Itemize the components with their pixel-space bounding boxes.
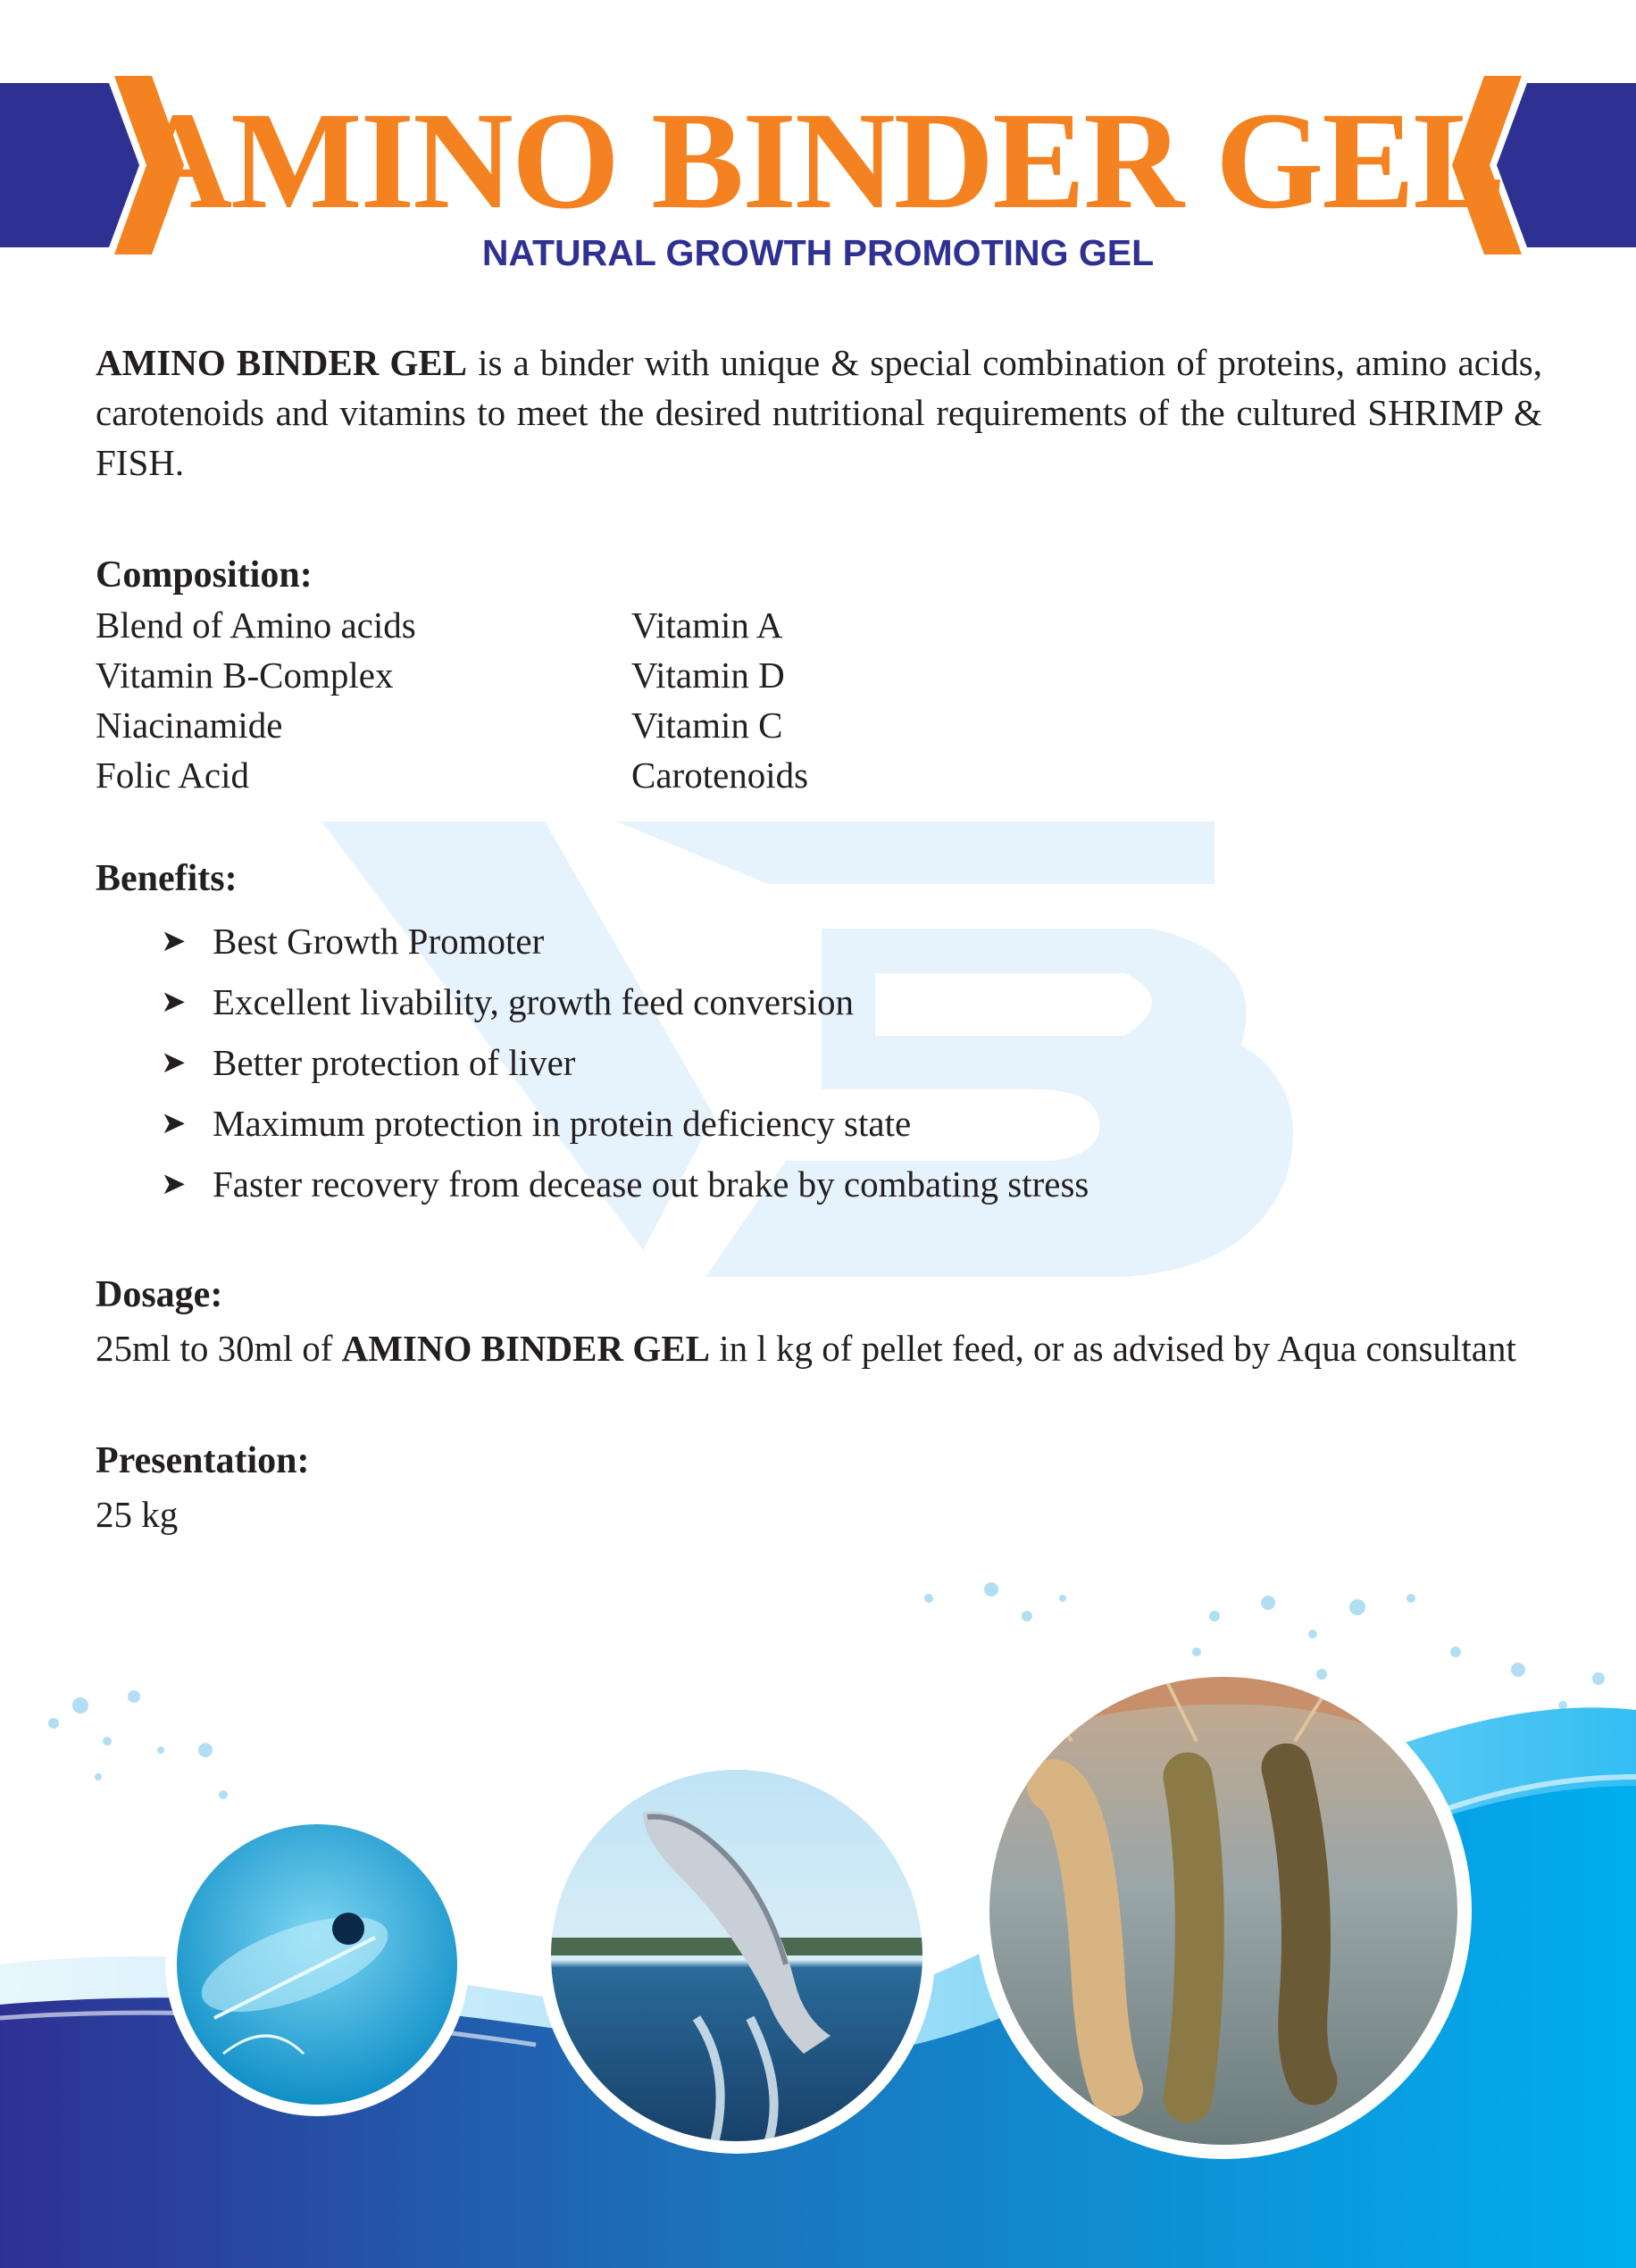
arrowhead-bullet-icon: ➤ <box>161 1166 187 1202</box>
composition-item: Vitamin A <box>631 605 783 646</box>
bottom-water-banner <box>0 1518 1636 2268</box>
benefit-text: Maximum protection in protein deficiency state <box>213 1103 912 1144</box>
composition-item: Vitamin C <box>631 705 783 746</box>
dosage-product-name: AMINO BINDER GEL <box>341 1328 710 1369</box>
intro-text: is a binder with unique & special combination of proteins, amino acids, carotenoids and vitamins to meet the desired nutritional requirements of the cultured SHRIMP & FISH. <box>96 342 1543 483</box>
dosage-text <box>96 1323 1542 1373</box>
composition-item: Blend of Amino acids <box>96 605 416 646</box>
list-item <box>161 971 1542 1032</box>
arrowhead-bullet-icon: ➤ <box>161 923 187 959</box>
intro-paragraph <box>96 338 1542 488</box>
benefits-heading: Benefits: <box>96 858 238 899</box>
benefits-list <box>96 911 1542 1214</box>
list-item <box>161 911 1542 971</box>
composition-list <box>96 600 1542 800</box>
list-item <box>161 1154 1542 1214</box>
benefit-text: Faster recovery from decease out brake by combating stress <box>213 1163 1089 1205</box>
content-body <box>96 338 1542 1539</box>
composition-item: Folic Acid <box>96 755 249 796</box>
composition-item: Carotenoids <box>631 755 809 796</box>
composition-column-left <box>96 600 631 800</box>
dosage-text-before: 25ml to 30ml of <box>96 1328 342 1369</box>
composition-column-right <box>631 600 1167 800</box>
benefit-text: Better protection of liver <box>213 1042 576 1083</box>
composition-item: Niacinamide <box>96 705 283 746</box>
product-title: AMINO BINDER GEL <box>131 83 1505 238</box>
arrowhead-bullet-icon: ➤ <box>161 1105 187 1141</box>
composition-item: Vitamin D <box>631 655 785 696</box>
composition-item: Vitamin B-Complex <box>96 655 394 696</box>
arrowhead-bullet-icon: ➤ <box>161 1045 187 1080</box>
product-subtitle: NATURAL GROWTH PROMOTING GEL <box>481 232 1155 273</box>
dosage-text-after: in l kg of pellet feed, or as advised by Aqua consultant <box>709 1328 1516 1369</box>
presentation-heading: Presentation: <box>96 1440 310 1481</box>
list-item <box>161 1093 1542 1154</box>
dosage-heading: Dosage: <box>96 1274 223 1315</box>
intro-product-name: AMINO BINDER GEL <box>96 342 468 383</box>
list-item <box>161 1032 1542 1093</box>
benefit-text: Excellent livability, growth feed conversion <box>213 981 855 1022</box>
composition-heading: Composition: <box>96 554 313 596</box>
presentation-value: 25 kg <box>96 1494 179 1535</box>
benefit-text: Best Growth Promoter <box>213 921 545 962</box>
arrowhead-bullet-icon: ➤ <box>161 984 187 1020</box>
